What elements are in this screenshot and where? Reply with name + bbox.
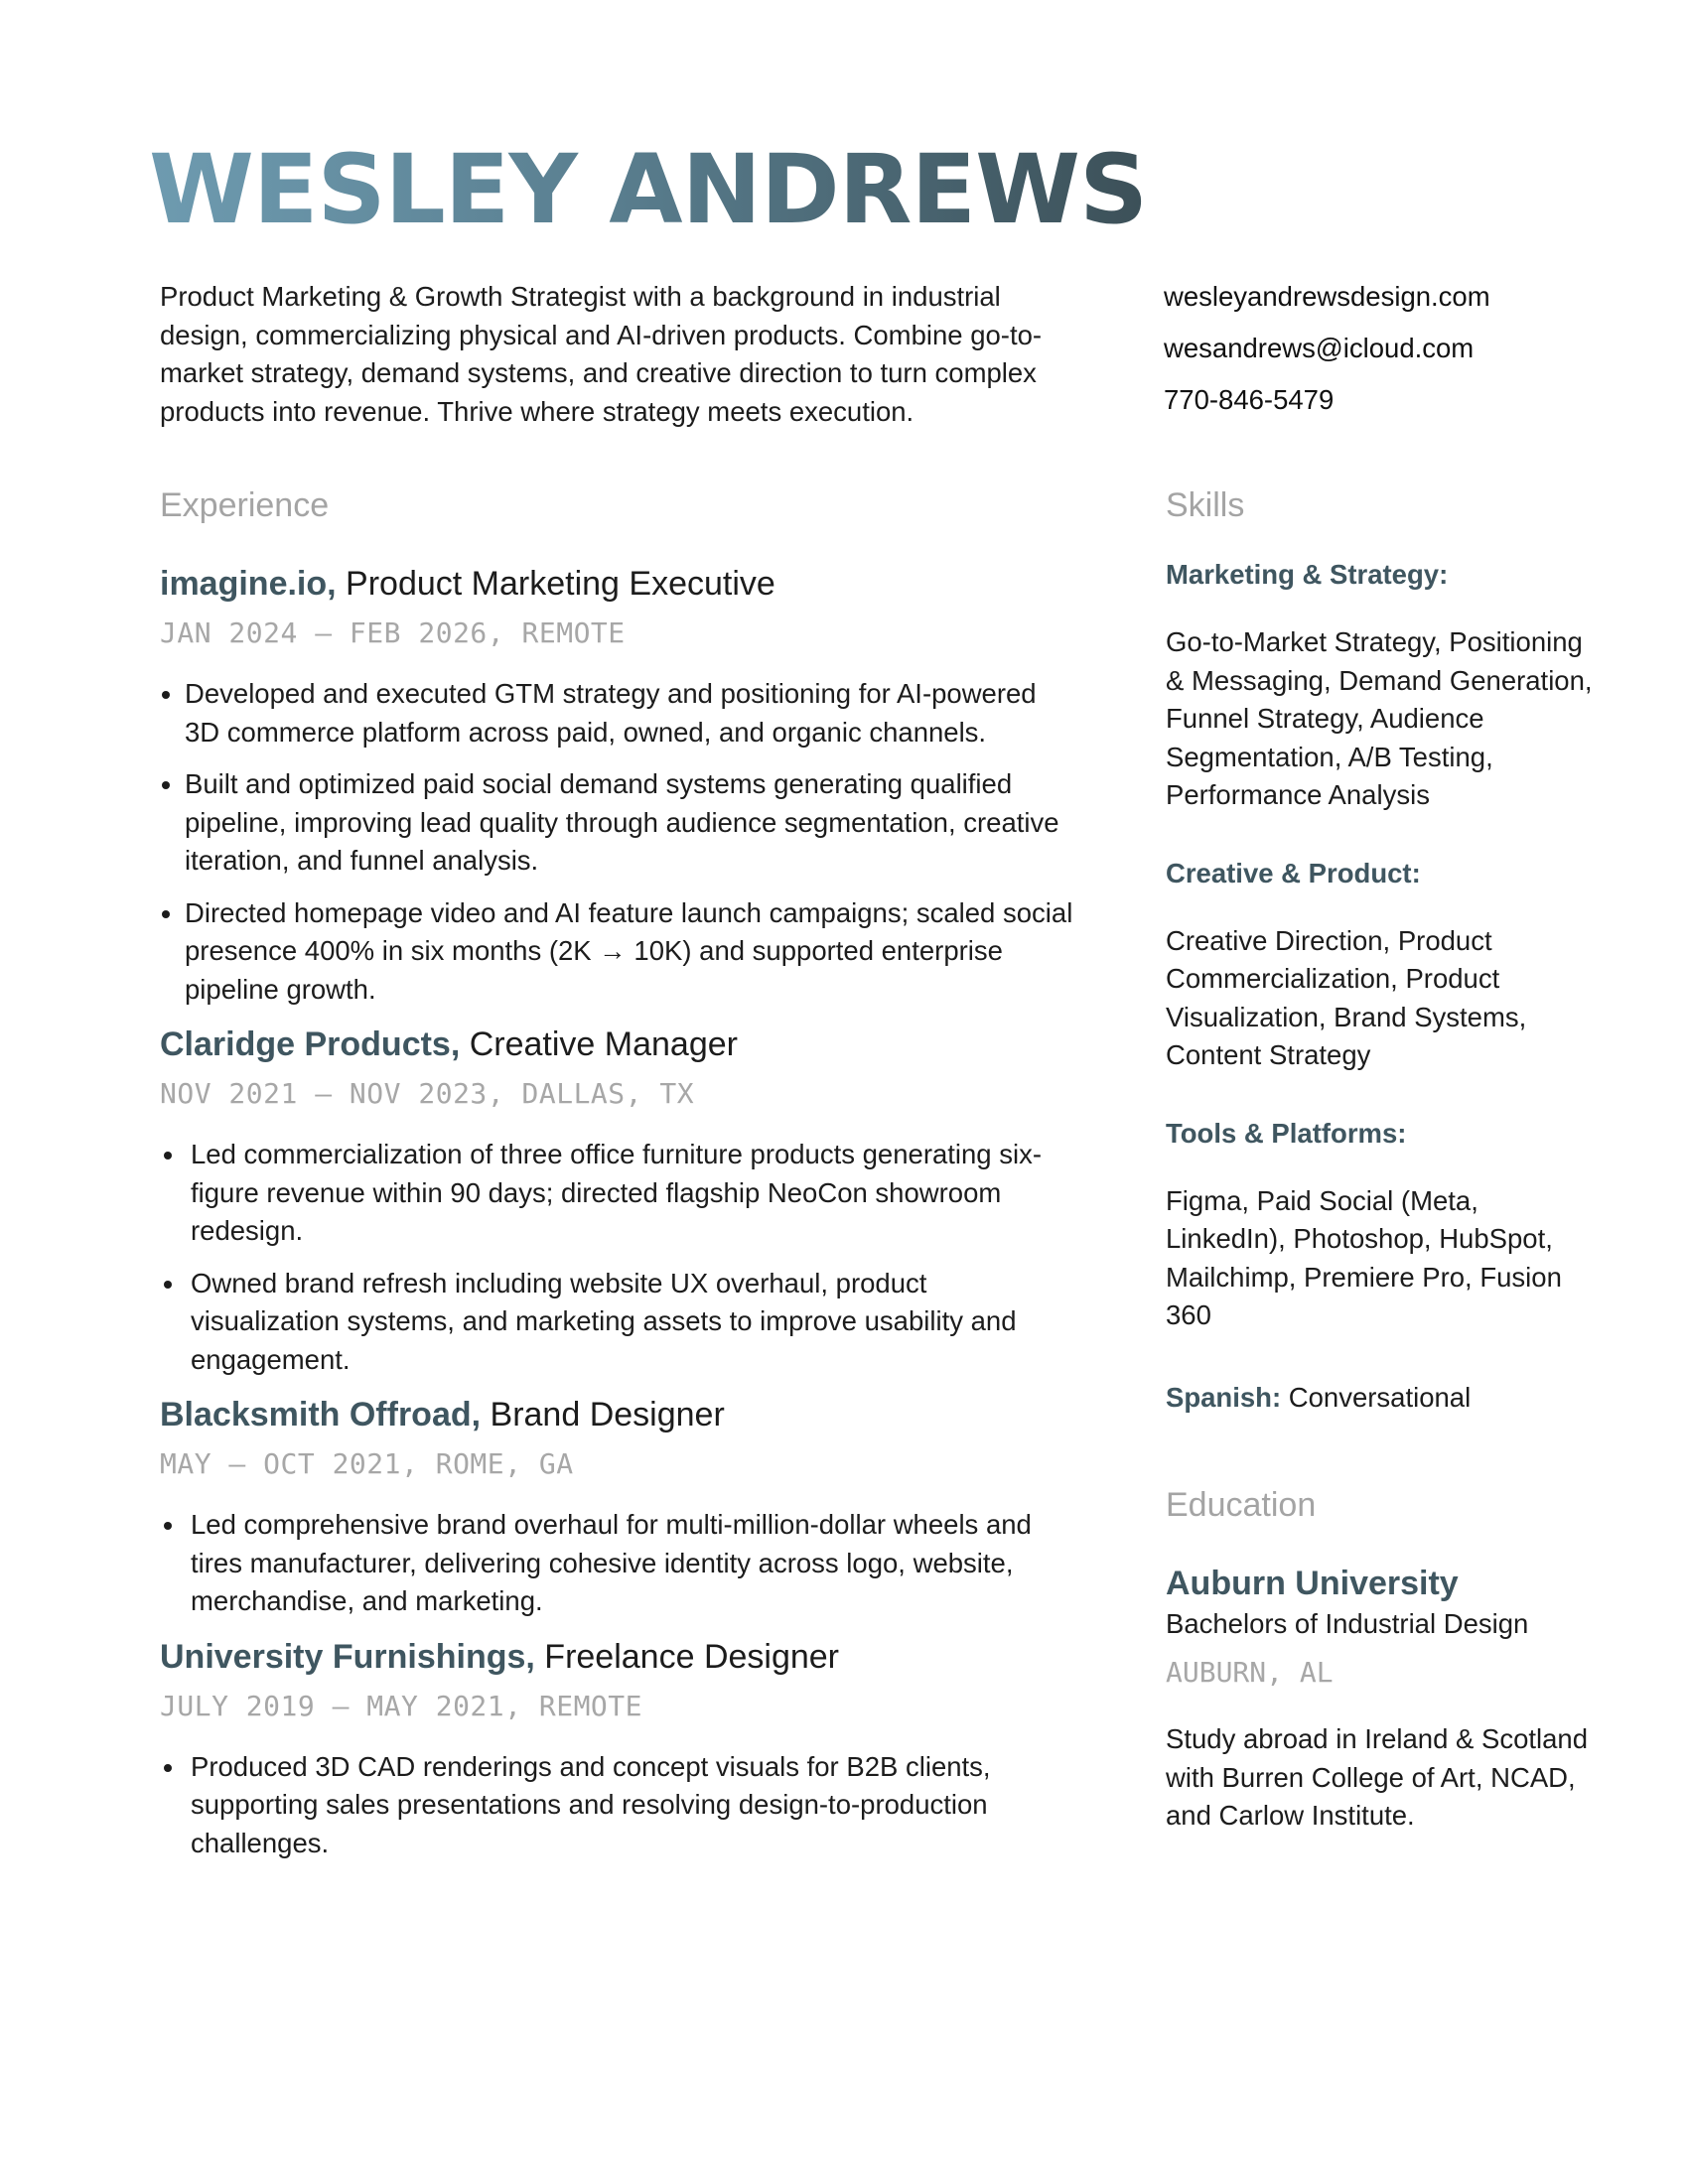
school-name: Auburn University bbox=[1166, 1564, 1459, 1602]
bullet-icon bbox=[162, 910, 170, 918]
bullet-text: Led commercialization of three office furniture products generating six-figure revenue within 90 days; directed flagship NeoCon showroom redesign. bbox=[191, 1139, 1043, 1246]
skill-group-list: Creative Direction, Product Commercialization, Product Visualization, Brand Systems, Content Strategy bbox=[1166, 924, 1527, 1070]
language-level: Conversational bbox=[1281, 1381, 1472, 1413]
job-bullets bbox=[160, 675, 1073, 1009]
bullet-icon bbox=[162, 691, 170, 699]
phone-number[interactable]: 770-846-5479 bbox=[1164, 384, 1335, 415]
bullet-item bbox=[160, 675, 1073, 751]
bullet-item bbox=[160, 1748, 1073, 1863]
bullet-text: Built and optimized paid social demand systems generating qualified pipeline, improving lead quality through audience segmentation, creative iteration, and funnel analysis. bbox=[185, 768, 1059, 876]
job-role: Product Marketing Executive bbox=[336, 565, 775, 603]
bullet-icon bbox=[162, 781, 170, 789]
language-label: Spanish: bbox=[1166, 1381, 1282, 1413]
degree-name: Bachelors of Industrial Design bbox=[1166, 1607, 1529, 1639]
job-role: Brand Designer bbox=[481, 1396, 725, 1433]
job-entry bbox=[160, 1023, 1073, 1379]
experience-heading: Experience bbox=[160, 486, 330, 524]
job-entry bbox=[160, 1393, 1073, 1621]
bullet-icon bbox=[164, 1764, 172, 1772]
job-role: Freelance Designer bbox=[534, 1637, 840, 1676]
job-title bbox=[160, 1635, 1073, 1679]
bullet-item bbox=[160, 894, 1073, 1010]
job-bullets bbox=[160, 1136, 1073, 1379]
bullet-text: Led comprehensive brand overhaul for multi-million-dollar wheels and tires manufacturer, delivering cohesive identity across logo, website, merchandise, and marketing. bbox=[191, 1509, 1032, 1616]
company-name: Claridge Products, bbox=[160, 1025, 461, 1063]
email-link[interactable]: wesandrews@icloud.com bbox=[1164, 333, 1475, 363]
job-title bbox=[160, 1393, 1073, 1436]
job-title bbox=[160, 562, 1073, 606]
skills-heading: Skills bbox=[1166, 486, 1245, 524]
language-skill bbox=[1166, 1379, 1603, 1417]
skill-group-heading: Creative & Product: bbox=[1166, 857, 1421, 888]
education-heading: Education bbox=[1166, 1485, 1317, 1524]
bullet-item bbox=[160, 1136, 1073, 1251]
skill-group-list: Go-to-Market Strategy, Positioning & Messaging, Demand Generation, Funnel Strategy, Audience Segmentation, A/B Testing, Performance Analysis bbox=[1166, 626, 1593, 810]
skill-group-heading: Marketing & Strategy: bbox=[1166, 559, 1449, 590]
job-dates-location: MAY – OCT 2021, ROME, GA bbox=[160, 1447, 574, 1480]
company-name: imagine.io, bbox=[160, 565, 337, 603]
profile-summary: Product Marketing & Growth Strategist with a background in industrial design, commercializing physical and AI-driven products. Combine go-to-market strategy, demand systems, and creative direction to turn complex products into revenue. Thrive where strategy meets execution. bbox=[160, 281, 1043, 427]
skill-group-list: Figma, Paid Social (Meta, LinkedIn), Photoshop, HubSpot, Mailchimp, Premiere Pro, Fusion 360 bbox=[1166, 1184, 1562, 1330]
job-entry bbox=[160, 1635, 1073, 1863]
job-bullets bbox=[160, 1748, 1073, 1863]
bullet-item bbox=[160, 765, 1073, 881]
school-location: AUBURN, AL bbox=[1166, 1656, 1334, 1689]
job-dates-location: NOV 2021 – NOV 2023, DALLAS, TX bbox=[160, 1077, 695, 1110]
job-bullets bbox=[160, 1506, 1073, 1621]
bullet-text: Directed homepage video and AI feature launch campaigns; scaled social presence 400% in six months (2K → 10K) and supported enterprise pipeline growth. bbox=[185, 896, 1073, 1005]
bullet-text: Developed and executed GTM strategy and positioning for AI-powered 3D commerce platform across paid, owned, and organic channels. bbox=[185, 678, 1037, 748]
company-name: Blacksmith Offroad, bbox=[160, 1396, 482, 1433]
bullet-icon bbox=[164, 1522, 172, 1530]
job-dates-location: JAN 2024 – FEB 2026, REMOTE bbox=[160, 616, 626, 649]
bullet-text: Produced 3D CAD renderings and concept visuals for B2B clients, supporting sales presentations and resolving design-to-production challenges. bbox=[191, 1750, 991, 1858]
job-title bbox=[160, 1023, 1073, 1066]
bullet-item bbox=[160, 1265, 1073, 1380]
company-name: University Furnishings, bbox=[160, 1637, 535, 1676]
sidebar-column bbox=[1166, 482, 1603, 1836]
bullet-icon bbox=[164, 1281, 172, 1289]
bullet-icon bbox=[164, 1152, 172, 1160]
skill-group-heading: Tools & Platforms: bbox=[1166, 1117, 1407, 1149]
candidate-name: WESLEY ANDREWS bbox=[149, 134, 1148, 245]
bullet-item bbox=[160, 1506, 1073, 1621]
website-link[interactable]: wesleyandrewsdesign.com bbox=[1164, 281, 1490, 312]
job-dates-location: JULY 2019 – MAY 2021, REMOTE bbox=[160, 1689, 643, 1722]
job-entry bbox=[160, 562, 1073, 1009]
job-role: Creative Manager bbox=[460, 1025, 738, 1063]
contact-block bbox=[1164, 278, 1581, 433]
experience-section bbox=[160, 482, 1073, 1876]
bullet-text: Owned brand refresh including website UX overhaul, product visualization systems, and marketing assets to improve usability and engagement. bbox=[191, 1267, 1017, 1375]
study-abroad-note: Study abroad in Ireland & Scotland with Burren College of Art, NCAD, and Carlow Institute. bbox=[1166, 1723, 1589, 1831]
